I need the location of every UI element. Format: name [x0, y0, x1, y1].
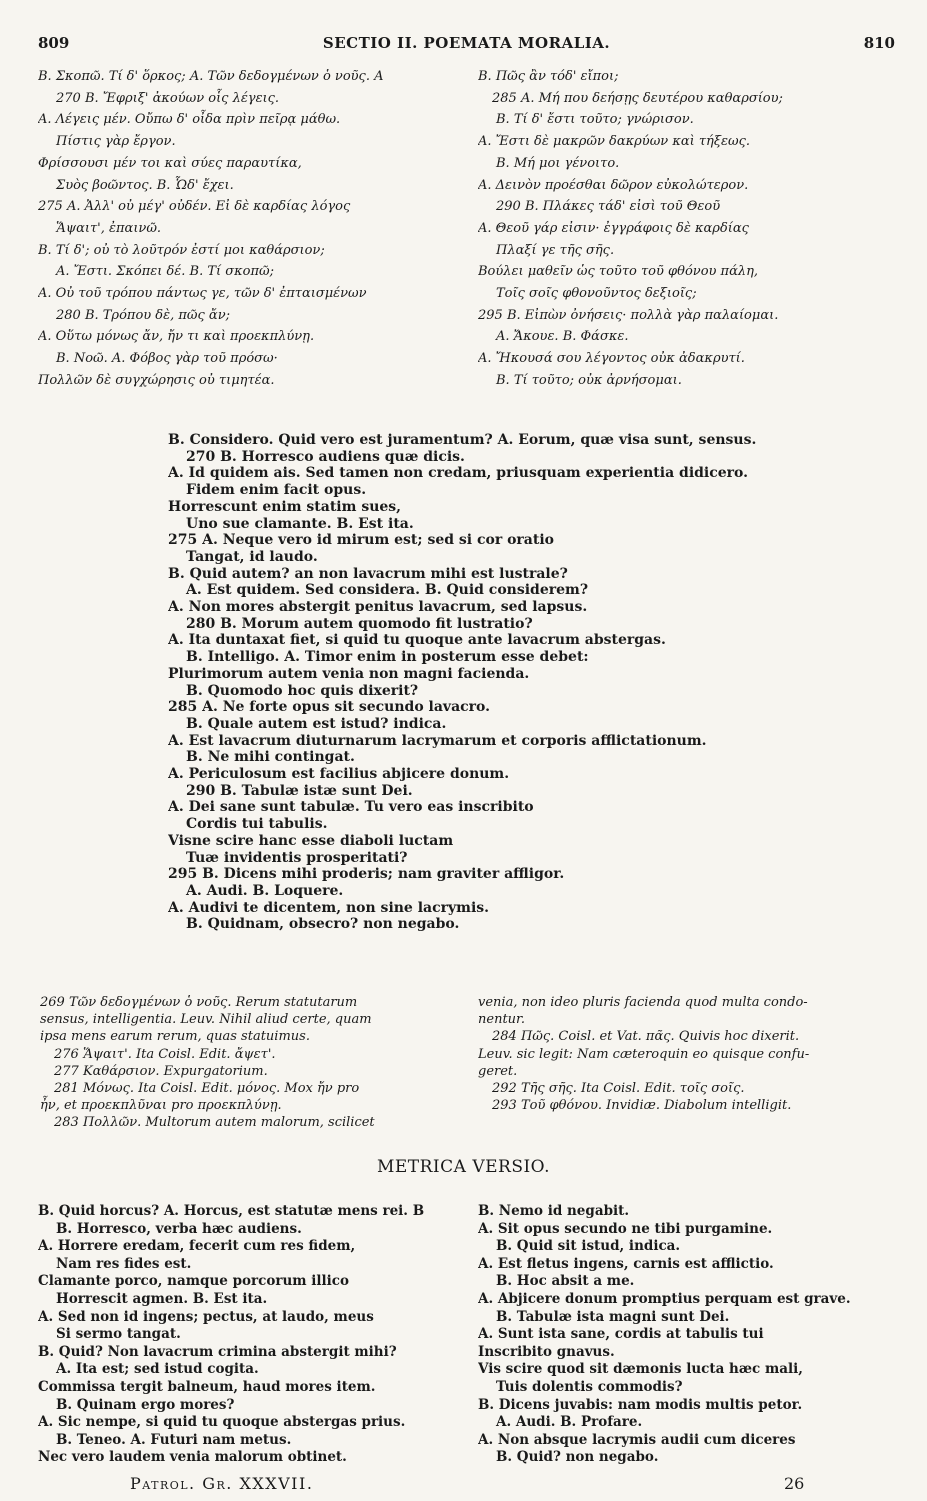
greek-line: Ἅψαιτ', ἐπαινῶ. [56, 220, 162, 236]
latin-line: 280 B. Morum autem quomodo fit lustratio? [186, 615, 533, 632]
footnote-line: Leuv. sic legit: Nam cæteroquin eo quisque confu- [478, 1046, 810, 1062]
greek-line: B. Μή μοι γένοιτο. [496, 155, 620, 171]
printer-signature: Patrol. Gr. XXXVII. [130, 1474, 314, 1493]
greek-line: B. Τί δ' ἔστι τοῦτο; γνώρισον. [496, 112, 694, 128]
metrica-versio-left-column [38, 1203, 478, 1467]
latin-translation [168, 432, 848, 933]
footnote-line: ἦν, et προεκπλῦναι pro προεκπλύνῃ. [40, 1098, 282, 1114]
verse-line: B. Horresco, verba hæc audiens. [56, 1220, 302, 1237]
greek-line: Πίστις γὰρ ἔργον. [56, 134, 176, 150]
footnote-line: 283 Πολλῶν. Multorum autem malorum, scilicet [54, 1115, 375, 1131]
latin-line: Tangat, id laudo. [186, 548, 318, 565]
verse-line: A. Sed non id ingens; pectus, at laudo, meus [38, 1308, 374, 1325]
latin-line: A. Non mores abstergit penitus lavacrum, sed lapsus. [168, 599, 588, 616]
verse-line: A. Non absque lacrymis audii cum diceres [478, 1431, 796, 1448]
greek-line: Τοῖς σοῖς φθονοῦντος δεξιοῖς; [496, 286, 697, 302]
verse-line: Si sermo tangat. [56, 1326, 181, 1343]
greek-line: 275 A. Ἀλλ' οὐ μέγ' οὐδέν. Εἰ δὲ καρδίας λόγος [38, 199, 351, 215]
greek-text-right-column [478, 66, 888, 392]
verse-line: A. Ita est; sed istud cogita. [56, 1361, 259, 1378]
latin-line: A. Audi. B. Loquere. [186, 882, 344, 899]
footnote-line: geret. [478, 1063, 518, 1079]
verse-line: B. Teneo. A. Futuri nam metus. [56, 1431, 292, 1448]
greek-line: B. Πῶς ἂν τόδ' εἴποι; [478, 69, 619, 84]
latin-line: 285 A. Ne forte opus sit secundo lavacro. [168, 699, 491, 716]
greek-line: B. Νοῶ. A. Φόβος γὰρ τοῦ πρόσω· [56, 351, 278, 367]
greek-line: A. Ἤκουσά σου λέγοντος οὐκ ἀδακρυτί. [478, 351, 745, 367]
greek-line: A. Ἔστι. Σκόπει δέ. B. Τί σκοπῶ; [56, 264, 275, 280]
footnote-line: nentur. [478, 1012, 525, 1028]
latin-line: 290 B. Tabulæ istæ sunt Dei. [186, 782, 413, 799]
latin-line: B. Ne mihi contingat. [186, 749, 355, 766]
verse-line: B. Quid? non negabo. [496, 1449, 659, 1466]
verse-line: B. Quid horcus? A. Horcus, est statutæ mens rei. B [38, 1203, 425, 1219]
verse-line: A. Sic nempe, si quid tu quoque abstergas prius. [38, 1414, 406, 1431]
latin-line: 295 B. Dicens mihi proderis; nam graviter affligor. [168, 866, 565, 883]
verse-line: Tuis dolentis commodis? [496, 1378, 683, 1395]
verse-line: B. Quid? Non lavacrum crimina abstergit mihi? [38, 1343, 397, 1360]
verse-line: B. Nemo id negabit. [478, 1203, 630, 1219]
verse-line: Nec vero laudem venia malorum obtinet. [38, 1449, 347, 1466]
latin-line: Horrescunt enim statim sues, [168, 498, 402, 515]
verse-line: Nam res fides est. [56, 1255, 192, 1272]
footnote-line: venia, non ideo pluris facienda quod multa condo- [478, 995, 808, 1010]
footnote-line: 269 Τῶν δεδογμένων ὁ νοῦς. Rerum statutarum [40, 995, 358, 1010]
verse-line: Inscribito gnavus. [478, 1343, 615, 1360]
footnotes-right-column [478, 994, 888, 1114]
page-number-right: 810 [863, 34, 895, 52]
verse-line: Clamante porco, namque porcorum illico [38, 1273, 349, 1290]
verse-line: B. Quid sit istud, indica. [496, 1238, 681, 1255]
greek-line: Βούλει μαθεῖν ὡς τοῦτο τοῦ φθόνου πάλη, [478, 264, 759, 280]
page-header [38, 34, 895, 56]
latin-line: A. Id quidem ais. Sed tamen non credam, priusquam experientia didicero. [168, 465, 749, 482]
footnote-line: 277 Καθάρσιον. Expurgatorium. [54, 1063, 268, 1079]
footnotes-left-column [40, 994, 452, 1132]
sheet-number: 26 [784, 1474, 805, 1493]
greek-line: 290 B. Πλάκες τάδ' εἰσὶ τοῦ Θεοῦ [496, 199, 721, 215]
latin-line: Visne scire hanc esse diaboli luctam [168, 832, 454, 849]
greek-line: B. Σκοπῶ. Τί δ' ὅρκος; A. Τῶν δεδογμένων ὁ νοῦς. A [38, 69, 384, 84]
greek-line: A. Οὕτω μόνως ἄν, ἤν τι καὶ προεκπλύνῃ. [38, 329, 315, 345]
greek-line: A. Οὐ τοῦ τρόπου πάντως γε, τῶν δ' ἐπταισμένων [38, 286, 367, 302]
greek-line: B. Τί τοῦτο; οὐκ ἀρνήσομαι. [496, 372, 682, 388]
greek-line: A. Λέγεις μέν. Οὔπω δ' οἶδα πρὶν πεῖρᾳ μάθω. [38, 112, 341, 128]
footnote-line: 276 Ἅψαιτ'. Ita Coisl. Edit. ἄψετ'. [54, 1046, 276, 1062]
greek-line: 280 B. Τρόπου δὲ, πῶς ἄν; [56, 307, 230, 323]
greek-line: Πλαξί γε τῆς σῆς. [496, 242, 615, 258]
verse-line: B. Quinam ergo mores? [56, 1396, 235, 1413]
greek-line: 285 A. Μή που δεήσῃς δευτέρου καθαρσίου; [492, 90, 783, 106]
latin-line: Cordis tui tabulis. [186, 816, 328, 833]
latin-line: B. Considero. Quid vero est juramentum? A. Eorum, quæ visa sunt, sensus. [168, 432, 757, 448]
greek-line: A. Ἄκουε. B. Φάσκε. [496, 329, 629, 345]
greek-line: Φρίσσουσι μέν τοι καὶ σύες παραυτίκα, [38, 155, 302, 171]
page-number-left: 809 [38, 34, 70, 52]
latin-line: Uno sue clamante. B. Est ita. [186, 515, 414, 532]
latin-line: Plurimorum autem venia non magni facienda. [168, 665, 530, 682]
footnote-line: ipsa mens earum rerum, quas statuimus. [40, 1029, 310, 1045]
metrica-versio-right-column [478, 1203, 888, 1467]
greek-line: B. Τί δ'; οὐ τὸ λοῦτρόν ἐστί μοι καθάρσιον; [38, 242, 325, 258]
verse-line: Horrescit agmen. B. Est ita. [56, 1290, 268, 1307]
verse-line: A. Sit opus secundo ne tibi purgamine. [478, 1220, 773, 1237]
verse-line: A. Sunt ista sane, cordis at tabulis tui [478, 1326, 764, 1343]
verse-line: A. Audi. B. Profare. [496, 1414, 643, 1431]
footnote-line: 281 Μόνως. Ita Coisl. Edit. μόνος. Mox ἤν pro [54, 1081, 360, 1097]
latin-line: B. Quid autem? an non lavacrum mihi est lustrale? [168, 565, 568, 582]
latin-line: B. Quomodo hoc quis dixerit? [186, 682, 419, 699]
latin-line: A. Dei sane sunt tabulæ. Tu vero eas inscribito [168, 799, 534, 816]
greek-line: Συὸς βοῶντος. B. Ὧδ' ἔχει. [56, 177, 234, 193]
latin-line: A. Audivi te dicentem, non sine lacrymis. [168, 899, 490, 916]
greek-line: 270 B. Ἔφριξ' ἀκούων οἷς λέγεις. [56, 90, 280, 106]
verse-line: B. Hoc absit a me. [496, 1273, 635, 1290]
verse-line: B. Tabulæ ista magni sunt Dei. [496, 1308, 730, 1325]
greek-line: A. Θεοῦ γάρ εἰσιν· ἐγγράφοις δὲ καρδίας [478, 220, 749, 236]
greek-line: A. Ἔστι δὲ μακρῶν δακρύων καὶ τήξεως. [478, 134, 750, 150]
latin-line: A. Est quidem. Sed considera. B. Quid considerem? [186, 582, 589, 599]
greek-line: 295 B. Εἰπὼν ὀνήσεις· πολλὰ γὰρ παλαίομαι. [478, 307, 779, 323]
footnote-line: 292 Τῆς σῆς. Ita Coisl. Edit. τοῖς σοῖς. [492, 1081, 745, 1097]
latin-line: 270 B. Horresco audiens quæ dicis. [186, 448, 465, 465]
footnote-line: sensus, intelligentia. Leuv. Nihil aliud certe, quam [40, 1012, 372, 1028]
latin-line: A. Est lavacrum diuturnarum lacrymarum et corporis afflictationum. [168, 732, 707, 749]
greek-line: A. Δεινὸν προέσθαι δῶρον εὐκολώτερον. [478, 177, 749, 193]
latin-line: B. Quale autem est istud? indica. [186, 715, 447, 732]
section-title: METRICA VERSIO. [376, 1157, 551, 1177]
greek-text-left-column [38, 66, 478, 392]
latin-line: A. Periculosum est facilius abjicere donum. [168, 766, 510, 783]
verse-line: Commissa tergit balneum, haud mores item. [38, 1378, 376, 1395]
latin-line: Fidem enim facit opus. [186, 482, 367, 499]
footnote-line: 284 Πῶς. Coisl. et Vat. πᾶς. Quivis hoc dixerit. [492, 1029, 800, 1045]
latin-line: B. Quidnam, obsecro? non negabo. [186, 916, 460, 933]
latin-line: 275 A. Neque vero id mirum est; sed si cor oratio [168, 532, 554, 549]
verse-line: A. Abjicere donum promptius perquam est grave. [478, 1290, 851, 1307]
latin-line: Tuæ invidentis prosperitati? [186, 849, 408, 866]
verse-line: A. Est fletus ingens, carnis est afflictio. [478, 1255, 774, 1272]
verse-line: Vis scire quod sit dæmonis lucta hæc mali, [478, 1361, 803, 1378]
latin-line: A. Ita duntaxat fiet, si quid tu quoque ante lavacrum abstergas. [168, 632, 666, 649]
greek-line: Πολλῶν δὲ συγχώρησις οὐ τιμητέα. [38, 372, 275, 388]
latin-line: B. Intelligo. A. Timor enim in posterum esse debet: [186, 649, 589, 666]
verse-line: B. Dicens juvabis: nam modis multis petor. [478, 1396, 803, 1413]
footnote-line: 293 Τοῦ φθόνου. Invidiæ. Diabolum intelligit. [492, 1098, 792, 1114]
running-title: SECTIO II. POEMATA MORALIA. [322, 34, 611, 52]
verse-line: A. Horrere eredam, fecerit cum res fidem, [38, 1238, 356, 1255]
